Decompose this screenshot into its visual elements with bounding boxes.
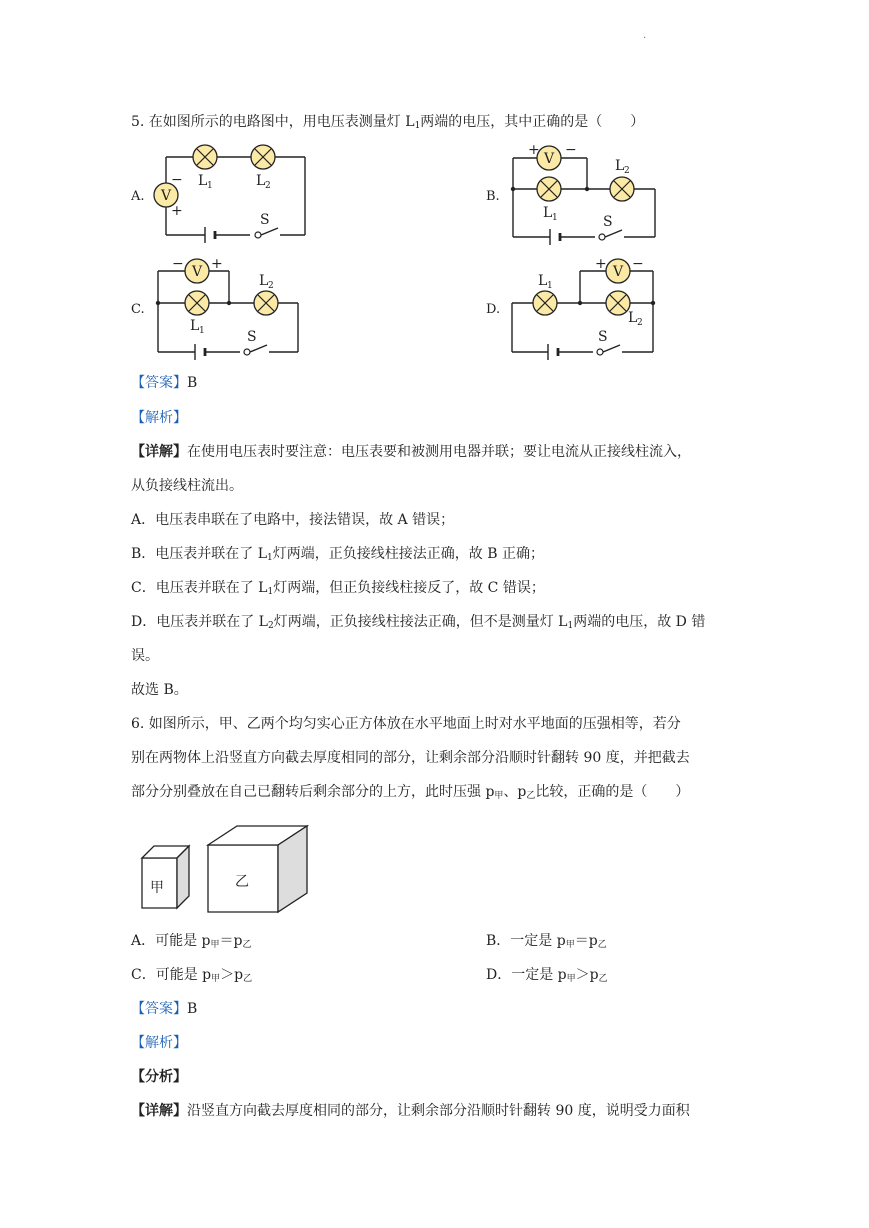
svg-text:L: L (615, 158, 625, 174)
cube-jia (142, 846, 189, 908)
voltmeter-icon (185, 259, 209, 283)
voltmeter-icon (606, 259, 630, 283)
svg-text:−: − (172, 256, 184, 272)
lamp-icon (606, 291, 630, 315)
voltmeter-icon (537, 146, 561, 170)
lamp-icon (254, 291, 278, 315)
circuit-diagram-c (150, 255, 310, 360)
svg-text:2: 2 (624, 166, 630, 176)
q5-stem: 5. 在如图所示的电路图中，用电压表测量灯 $L_1$两端的电压，其中正确的是（ ） (131, 114, 645, 131)
q5-explanation-d-cont: 误。 (131, 648, 159, 664)
svg-text:−: − (171, 172, 183, 188)
q5-explanation-d: D．电压表并联在了 $L_2$灯两端，正负接线柱接法正确，但不是测量灯 $L_1$两端的电压，故 D 错 (131, 614, 706, 631)
svg-text:V: V (613, 264, 624, 280)
lamp-icon (251, 145, 275, 169)
svg-text:L: L (198, 173, 208, 189)
q6-stem-line-2: 别在两物体上沿竖直方向截去厚度相同的部分，让剩余部分沿顺时针翻转 90 度，并把截去 (131, 750, 690, 766)
q5-analysis-tag: 【解析】 (131, 410, 187, 426)
q5-option-a-label: A. (131, 189, 145, 204)
svg-text:+: + (528, 142, 540, 158)
svg-text:L: L (259, 273, 269, 289)
svg-text:V: V (192, 264, 203, 280)
svg-text:V: V (544, 151, 555, 167)
svg-text:+: + (595, 256, 607, 272)
q5-detail-line-1: 【详解】在使用电压表时要注意：电压表要和被测用电器并联；要让电流从正接线柱流入， (131, 444, 691, 460)
cubes-diagram (135, 820, 320, 915)
lamp-icon (185, 291, 209, 315)
svg-text:L: L (256, 173, 266, 189)
q5-answer: 【答案】B (131, 375, 198, 391)
cube-yi-label: 乙 (235, 874, 249, 890)
lamp-icon (610, 177, 634, 201)
svg-text:1: 1 (207, 181, 213, 191)
svg-text:S: S (247, 329, 257, 345)
q6-stem-line-1: 6. 如图所示，甲、乙两个均匀实心正方体放在水平地面上时对水平地面的压强相等，若分 (131, 716, 681, 732)
q6-stem-line-3: 部分分别叠放在自己已翻转后剩余部分的上方，此时压强 $p_甲$、$p_乙$比较，正确的是（ ） (131, 784, 690, 801)
svg-text:+: + (171, 203, 183, 219)
q6-fenxi-tag: 【分析】 (131, 1069, 187, 1085)
q5-conclusion: 故选 B。 (131, 682, 188, 698)
svg-text:2: 2 (268, 281, 274, 291)
circuit-diagram-a (150, 140, 320, 250)
cube-yi (208, 826, 307, 912)
svg-text:−: − (565, 142, 577, 158)
svg-text:1: 1 (547, 281, 553, 291)
circuit-diagram-d (505, 255, 665, 360)
q6-detail-line-1: 【详解】沿竖直方向截去厚度相同的部分，让剩余部分沿顺时针翻转 90 度，说明受力面积 (131, 1103, 690, 1119)
q5-option-c-label: C. (131, 302, 145, 317)
q6-option-c: C．可能是 $p_甲>p_乙$ (131, 967, 253, 984)
svg-text:1: 1 (552, 213, 558, 223)
q5-explanation-a: A．电压表串联在了电路中，接法错误，故 A 错误； (131, 512, 455, 528)
svg-text:−: − (632, 256, 644, 272)
svg-text:S: S (260, 212, 270, 228)
q6-option-b: B．一定是 $p_甲=p_乙$ (486, 933, 607, 950)
svg-text:+: + (211, 256, 223, 272)
q6-option-d: D．一定是 $p_甲>p_乙$ (486, 967, 608, 984)
q6-answer: 【答案】B (131, 1001, 198, 1017)
svg-text:L: L (190, 318, 200, 334)
q5-option-d-label: D. (486, 302, 501, 317)
q5-detail-line-2: 从负接线柱流出。 (131, 478, 243, 494)
q5-option-b-label: B. (486, 189, 500, 204)
cube-jia-label: 甲 (150, 880, 164, 896)
svg-text:S: S (603, 214, 613, 230)
corner-mark: . (643, 30, 647, 41)
svg-text:2: 2 (265, 181, 271, 191)
q6-analysis-tag: 【解析】 (131, 1035, 187, 1051)
circuit-diagram-b (505, 140, 675, 250)
q5-explanation-c: C．电压表并联在了 $L_1$灯两端，但正负接线柱接反了，故 C 错误； (131, 580, 545, 597)
q6-option-a: A．可能是 $p_甲=p_乙$ (131, 933, 252, 950)
svg-text:L: L (538, 273, 548, 289)
lamp-icon (193, 145, 217, 169)
svg-text:V: V (161, 188, 172, 204)
q5-explanation-b: B．电压表并联在了 $L_1$灯两端，正负接线柱接法正确，故 B 正确； (131, 546, 544, 563)
svg-text:2: 2 (637, 318, 643, 328)
lamp-icon (533, 291, 557, 315)
svg-text:1: 1 (199, 326, 205, 336)
lamp-icon (537, 177, 561, 201)
svg-text:L: L (543, 205, 553, 221)
svg-text:L: L (628, 310, 638, 326)
svg-text:S: S (598, 329, 608, 345)
